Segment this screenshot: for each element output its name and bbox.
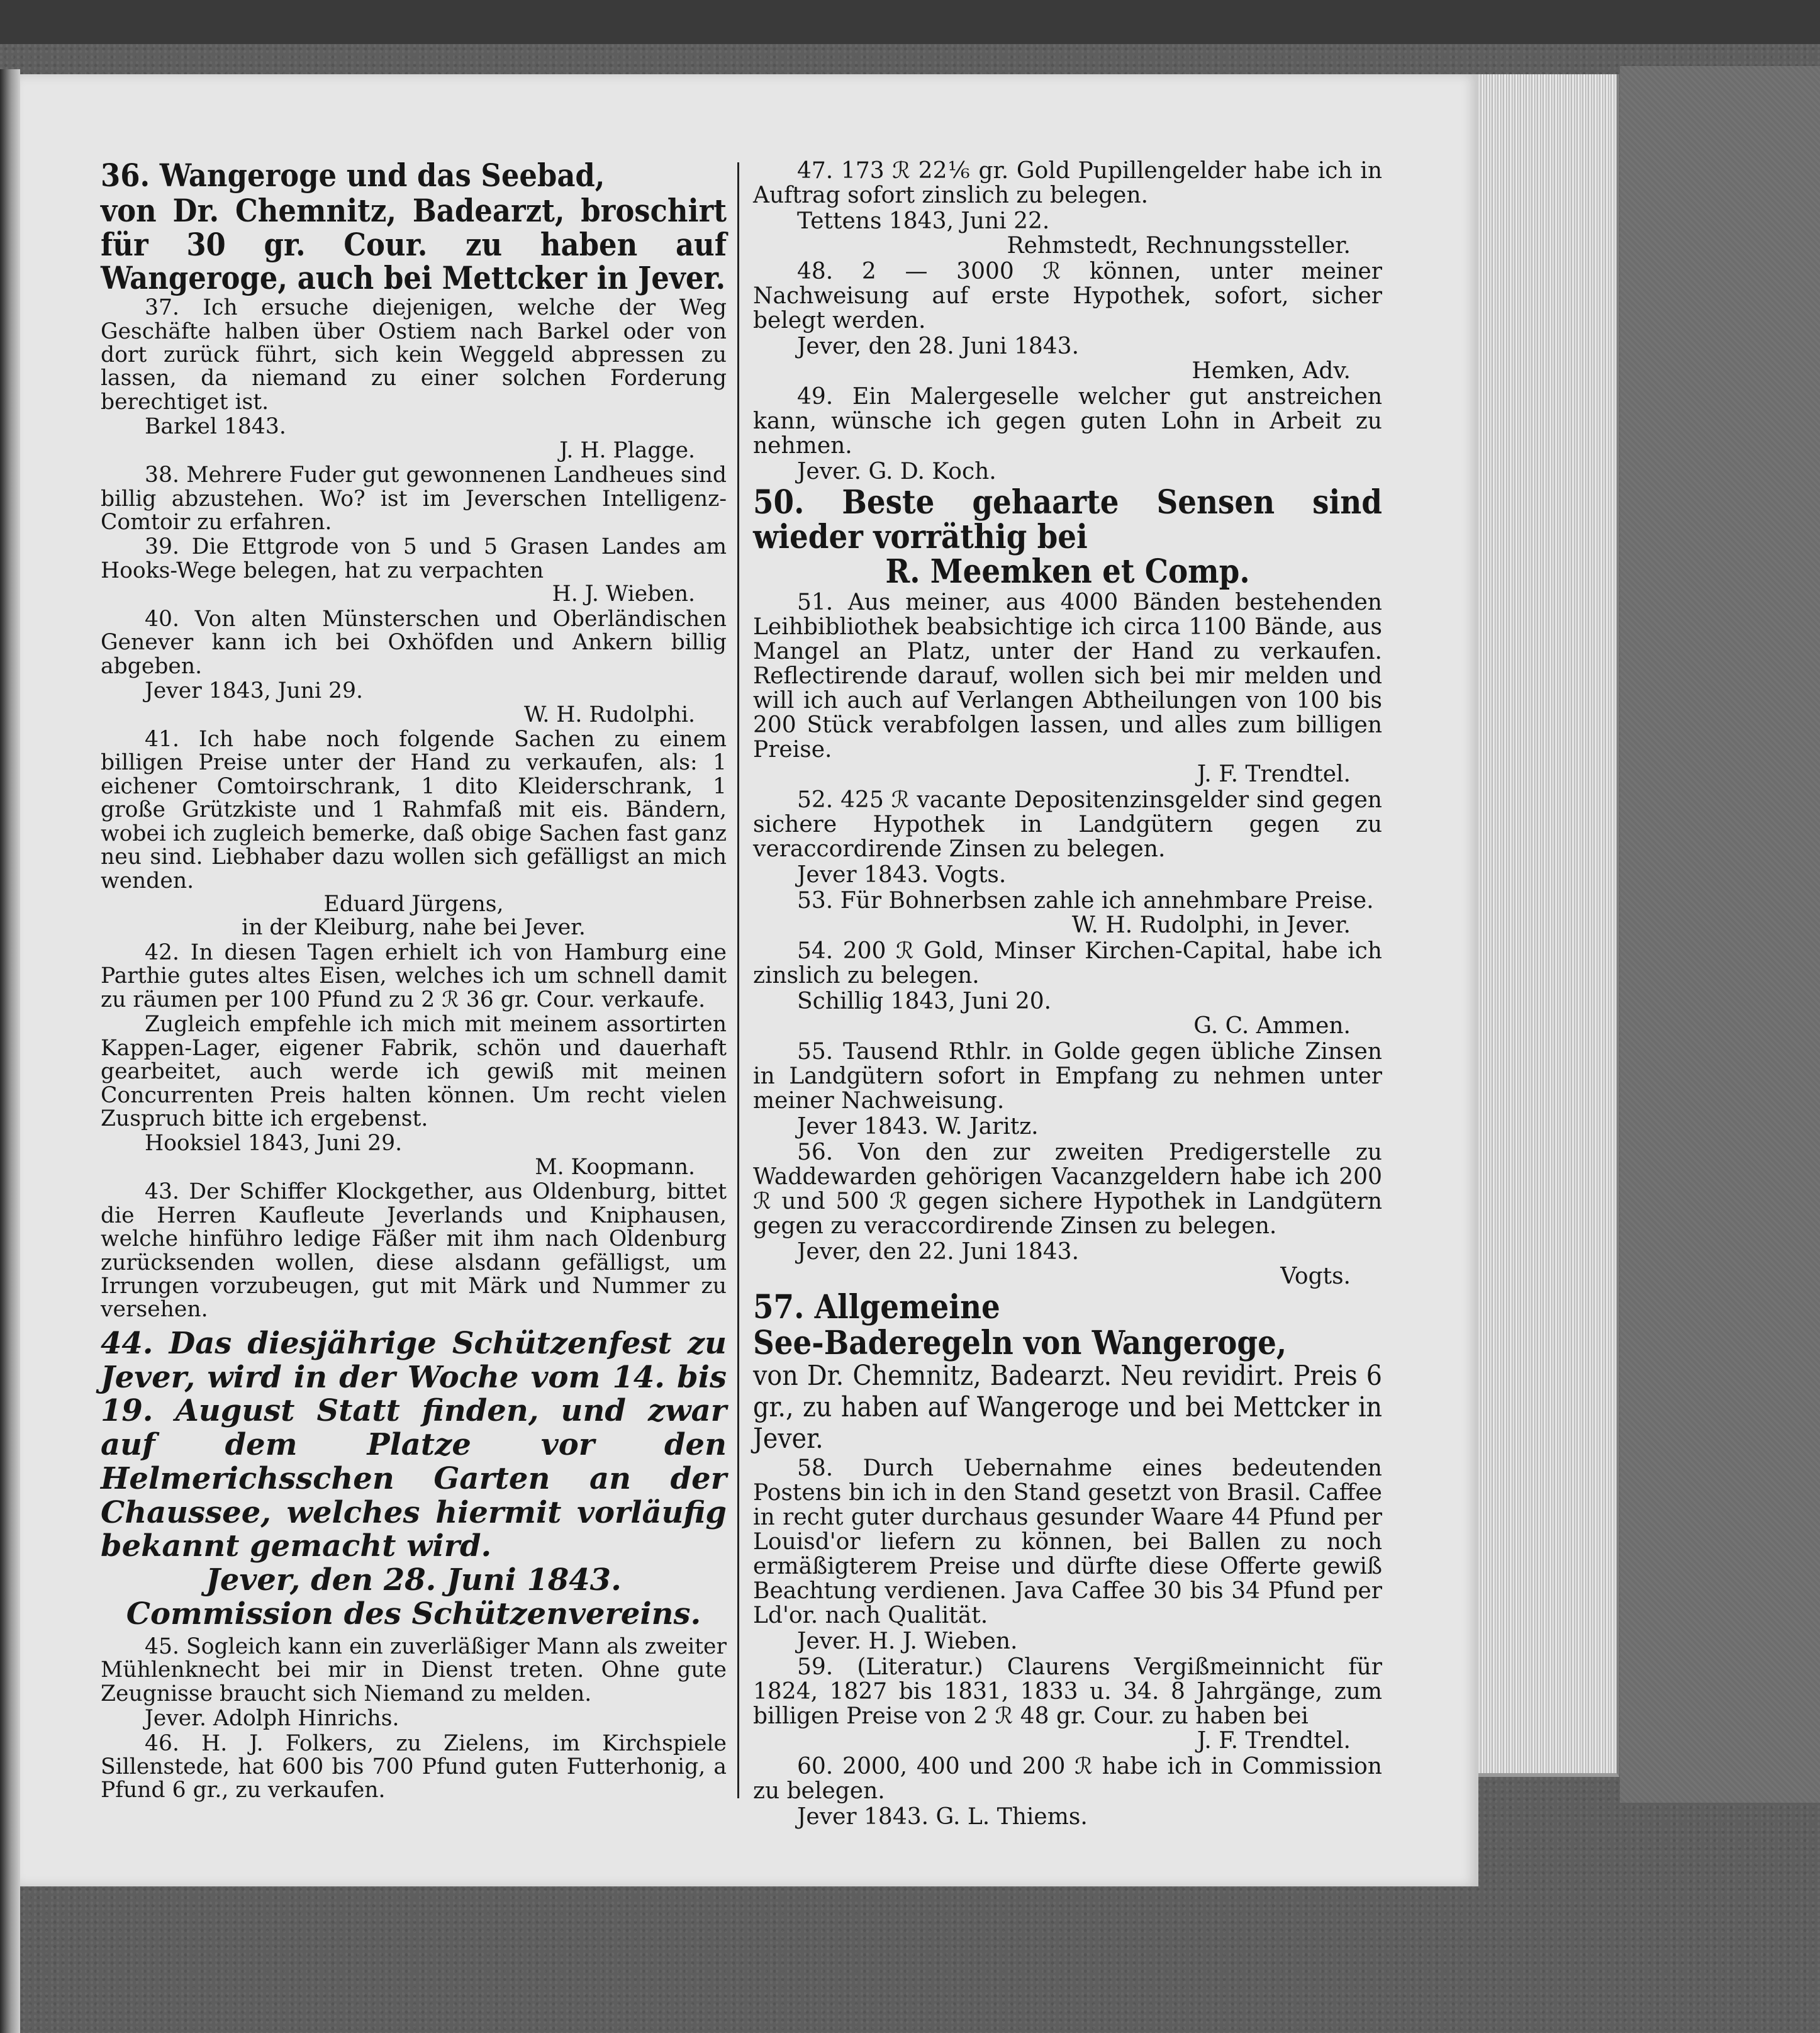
notice-paragraph: J. F. Trendtel.: [1197, 1728, 1351, 1754]
notice-paragraph: 59. (Literatur.) Claurens Vergißmeinnicht für 1824, 1827 bis 1831, 1833 u. 34. 8 Jahrgänge, zum billigen Preise von 2 ℛ 48 gr. Cour. zu haben bei: [753, 1654, 1382, 1729]
notice-paragraph: See-Baderegeln von Wangeroge,: [753, 1324, 1287, 1362]
notice-paragraph: von Dr. Chemnitz, Badearzt, broschirt für 30 gr. Cour. zu haben auf Wangeroge, auch bei Mettcker in Jever.: [101, 191, 727, 297]
notice-paragraph: Jever. Adolph Hinrichs.: [145, 1706, 399, 1732]
notice-paragraph: 49. Ein Malergeselle welcher gut anstreichen kann, wünsche ich gegen guten Lohn in Arbeit zu nehmen.: [753, 384, 1382, 459]
right-column: [753, 157, 1382, 1829]
notice-paragraph: 43. Der Schiffer Klockgether, aus Oldenburg, bittet die Herren Kaufleute Jeverlands und Kniphausen, welche hinführo ledige Fäßer mit ihm nach Oldenburg zurücksenden wollen, diese alsdann gefälligst, um Irrungen vorzubeugen, gut mit Märk und Nummer zu versehen.: [101, 1179, 727, 1323]
notice-paragraph: Jever 1843. Vogts.: [797, 862, 1007, 888]
notice-paragraph: 46. H. J. Folkers, zu Zielens, im Kirchspiele Sillenstede, hat 600 bis 700 Pfund guten Futterhonig, a Pfund 6 gr., zu verkaufen.: [101, 1730, 727, 1803]
notice-paragraph: 36. Wangeroge und das Seebad,: [101, 157, 605, 194]
notice-paragraph: 40. Von alten Münsterschen und Oberländischen Genever kann ich bei Oxhöfden und Ankern billig abgeben.: [101, 606, 727, 679]
notice-paragraph: 48. 2 — 3000 ℛ können, unter meiner Nachweisung auf erste Hypothek, sofort, sicher belegt werden.: [753, 259, 1382, 333]
notice-paragraph: Eduard Jürgens,: [323, 892, 504, 917]
notice-paragraph: Jever 1843. G. L. Thiems.: [797, 1804, 1088, 1830]
notice-paragraph: M. Koopmann.: [535, 1154, 695, 1180]
notice-paragraph: 58. Durch Uebernahme eines bedeutenden Postens bin ich in den Stand gesetzt von Brasil. Caffee in recht guter durchaus gesunder Waare 44 Pfund per Louisd'or liefern zu können, bei Ballen zu noch ermäßigterem Preise und dürfte diese Offerte gewiß Beachtung verdienen. Java Caffee 30 bis 34 Pfund per Ld'or. nach Qualität.: [753, 1455, 1382, 1628]
notice-paragraph: 52. 425 ℛ vacante Depositenzinsgelder sind gegen sichere Hypothek in Landgütern gegen zu veraccordirende Zinsen zu belegen.: [753, 787, 1382, 862]
notice-paragraph: J. F. Trendtel.: [1197, 761, 1351, 787]
notice-paragraph: 56. Von den zur zweiten Predigerstelle zu Waddewarden gehörigen Vacanzgeldern habe ich 200 ℛ und 500 ℛ gegen sichere Hypothek in Landgütern gegen zu veraccordirende Zinsen zu belegen.: [753, 1140, 1382, 1239]
notice-paragraph: Jever, den 28. Juni 1843.: [206, 1562, 622, 1598]
notice-paragraph: Rehmstedt, Rechnungssteller.: [1007, 233, 1351, 259]
notice-paragraph: 55. Tausend Rthlr. in Golde gegen übliche Zinsen in Landgütern sofort in Empfang zu nehmen unter meiner Nachweisung.: [753, 1039, 1382, 1114]
notice-paragraph: 60. 2000, 400 und 200 ℛ habe ich in Commission zu belegen.: [753, 1754, 1382, 1804]
notice-paragraph: 57. Allgemeine: [753, 1288, 1000, 1326]
notice-paragraph: 51. Aus meiner, aus 4000 Bänden bestehenden Leihbibliothek beabsichtige ich circa 1100 Bände, aus Mangel an Platz, unter der Hand zu verkaufen. Reflectirende darauf, wollen sich bei mir melden und will ich auch auf Verlangen Abtheilungen von 100 bis 200 Stück verabfolgen lassen, und alles zum billigen Preise.: [753, 590, 1382, 763]
notice-paragraph: in der Kleiburg, nahe bei Jever.: [242, 915, 586, 941]
notice-paragraph: Jever 1843. W. Jaritz.: [797, 1114, 1039, 1140]
notice-paragraph: Commission des Schützenvereins.: [126, 1596, 701, 1632]
notice-paragraph: 53. Für Bohnerbsen zahle ich annehmbare Preise.: [797, 888, 1374, 914]
printed-page: [20, 74, 1478, 1886]
notice-paragraph: W. H. Rudolphi, in Jever.: [1071, 912, 1351, 938]
notice-paragraph: 37. Ich ersuche diejenigen, welche der Weg Geschäfte halben über Ostiem nach Barkel oder von dort zurück führt, sich kein Weggeld abpressen zu lassen, da niemand zu einer solchen Forderung berechtiget ist.: [101, 295, 727, 415]
notice-paragraph: Jever 1843, Juni 29.: [145, 678, 363, 704]
book-cover-right: [1620, 66, 1820, 1803]
notice-paragraph: 41. Ich habe noch folgende Sachen zu einem billigen Preise unter der Hand zu verkaufen, als: 1 eichener Comtoirschrank, 1 dito Kleiderschrank, 1 große Grützkiste und 1 Rahmfaß mit eis. Bändern, wobei ich zugleich bemerke, daß obige Sachen fast ganz neu sind. Liebhaber dazu wollen sich gefälligst an mich wenden.: [101, 726, 727, 893]
notice-paragraph: H. J. Wieben.: [552, 581, 695, 607]
notice-paragraph: G. C. Ammen.: [1193, 1013, 1351, 1039]
notice-paragraph: 47. 173 ℛ 22⅙ gr. Gold Pupillengelder habe ich in Auftrag sofort zinslich zu belegen.: [753, 158, 1382, 208]
notice-paragraph: Jever. G. D. Koch.: [797, 459, 997, 484]
notice-paragraph: Jever. H. J. Wieben.: [797, 1628, 1018, 1654]
notice-paragraph: 42. In diesen Tagen erhielt ich von Hamburg eine Parthie gutes altes Eisen, welches ich um schnell damit zu räumen per 100 Pfund zu 2 ℛ 36 gr. Cour. verkaufe.: [101, 939, 727, 1012]
notice-paragraph: von Dr. Chemnitz, Badearzt. Neu revidirt. Preis 6 gr., zu haben auf Wangeroge und bei Mettcker in Jever.: [753, 1360, 1382, 1455]
notice-paragraph: Jever, den 22. Juni 1843.: [797, 1239, 1080, 1265]
notice-paragraph: 54. 200 ℛ Gold, Minser Kirchen-Capital, habe ich zinslich zu belegen.: [753, 938, 1382, 988]
notice-paragraph: Hooksiel 1843, Juni 29.: [145, 1131, 403, 1157]
left-column: [101, 157, 727, 1803]
notice-paragraph: J. H. Plagge.: [559, 437, 695, 463]
notice-paragraph: W. H. Rudolphi.: [523, 702, 695, 727]
notice-paragraph: Hemken, Adv.: [1192, 358, 1351, 384]
notice-paragraph: Vogts.: [1280, 1263, 1351, 1289]
notice-paragraph: 44. Das diesjährige Schützenfest zu Jever, wird in der Woche vom 14. bis 19. August Statt finden, und zwar auf dem Platze vor den Helmerichsschen Garten an der Chaussee, welches hiermit vorläufig bekannt gemacht wird.: [101, 1325, 727, 1564]
notice-paragraph: 38. Mehrere Fuder gut gewonnenen Landheues sind billig abzustehen. Wo? ist im Jeverschen Intelligenz-Comtoir zu erfahren.: [101, 462, 727, 535]
notice-paragraph: Tettens 1843, Juni 22.: [797, 208, 1050, 234]
notice-paragraph: Zugleich empfehle ich mich mit meinem assortirten Kappen-Lager, eigener Fabrik, schön und dauerhaft gearbeitet, auch werde ich gewiß mit meinen Concurrenten Preis halten können. Um recht vielen Zuspruch bitte ich ergebenst.: [101, 1012, 727, 1131]
notice-paragraph: 39. Die Ettgrode von 5 und 5 Grasen Landes am Hooks-Wege belegen, hat zu verpachten: [101, 534, 727, 583]
notice-paragraph: Barkel 1843.: [145, 414, 286, 440]
notice-paragraph: 45. Sogleich kann ein zuverläßiger Mann als zweiter Mühlenknecht bei mir in Dienst treten. Ohne gute Zeugnisse braucht sich Niemand zu melden.: [101, 1633, 727, 1706]
column-rule: [737, 162, 739, 1798]
notice-paragraph: 50. Beste gehaarte Sensen sind wieder vorräthig bei: [753, 483, 1382, 556]
notice-paragraph: R. Meemken et Comp.: [885, 552, 1250, 591]
notice-paragraph: Schillig 1843, Juni 20.: [797, 988, 1052, 1014]
book-spine-edge: [0, 69, 20, 2033]
notice-paragraph: Jever, den 28. Juni 1843.: [797, 333, 1080, 359]
page-block-edges: [1478, 74, 1619, 1777]
